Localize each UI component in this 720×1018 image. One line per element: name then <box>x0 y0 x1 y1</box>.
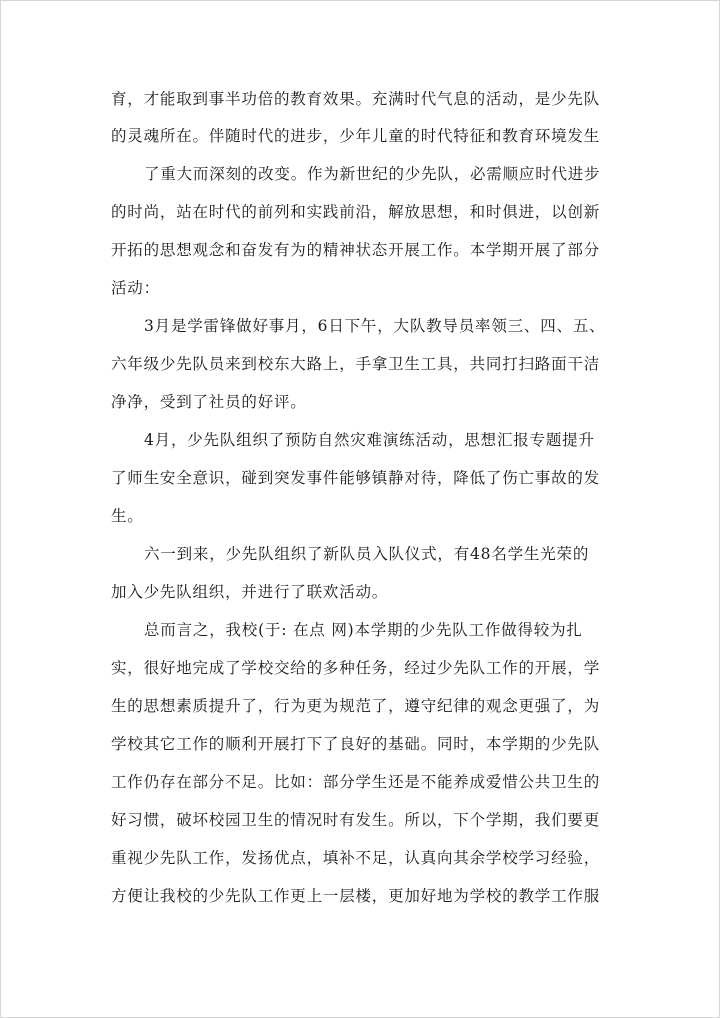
text-line: 总而言之，我校(于: 在点 网)本学期的少先队工作做得较为扎 <box>144 621 583 639</box>
text-line: 4月，少先队组织了预防自然灾难演练活动，思想汇报专题提升 <box>144 431 595 449</box>
text-line: 好习惯，破坏校园卫生的情况时有发生。所以，下个学期，我们要更 <box>111 811 601 829</box>
text-line: 生的思想素质提升了，行为更为规范了，遵守纪律的观念更强了，为 <box>111 697 601 715</box>
text-line: 方便让我校的少先队工作更上一层楼，更加好地为学校的教学工作服 <box>111 887 601 905</box>
text-line: 的灵魂所在。伴随时代的进步，少年儿童的时代特征和教育环境发生 <box>111 127 601 145</box>
text-line: 学校其它工作的顺利开展打下了良好的基础。同时，本学期的少先队 <box>111 735 601 753</box>
text-line: 实，很好地完成了学校交给的多种任务，经过少先队工作的开展，学 <box>111 659 601 677</box>
text-line: 六一到来，少先队组织了新队员入队仪式，有48名学生光荣的 <box>144 545 590 563</box>
text-line: 净净，受到了社员的好评。 <box>111 393 307 411</box>
text-line: 六年级少先队员来到校东大路上，手拿卫生工具，共同打扫路面干洁 <box>111 355 601 373</box>
text-line: 生。 <box>111 507 144 525</box>
text-line: 开拓的思想观念和奋发有为的精神状态开展工作。本学期开展了部分 <box>111 241 601 259</box>
text-line: 了重大而深刻的改变。作为新世纪的少先队，必需顺应时代进步 <box>144 165 601 183</box>
text-line: 重视少先队工作，发扬优点，填补不足，认真向其余学校学习经验， <box>111 849 601 867</box>
text-line: 育，才能取到事半功倍的教育效果。充满时代气息的活动，是少先队 <box>111 90 601 108</box>
text-line: 加入少先队组织，并进行了联欢活动。 <box>111 583 389 601</box>
text-line: 活动： <box>111 279 160 297</box>
text-line: 了师生安全意识，碰到突发事件能够镇静对待，降低了伤亡事故的发 <box>111 469 601 487</box>
text-line: 3月是学雷锋做好事月，6日下午，大队教导员率领三、四、五、 <box>144 317 606 335</box>
text-line: 工作仍存在部分不足。比如：部分学生还是不能养成爱惜公共卫生的 <box>111 773 601 791</box>
text-line: 的时尚，站在时代的前列和实践前沿，解放思想，和时俱进，以创新 <box>111 203 601 221</box>
